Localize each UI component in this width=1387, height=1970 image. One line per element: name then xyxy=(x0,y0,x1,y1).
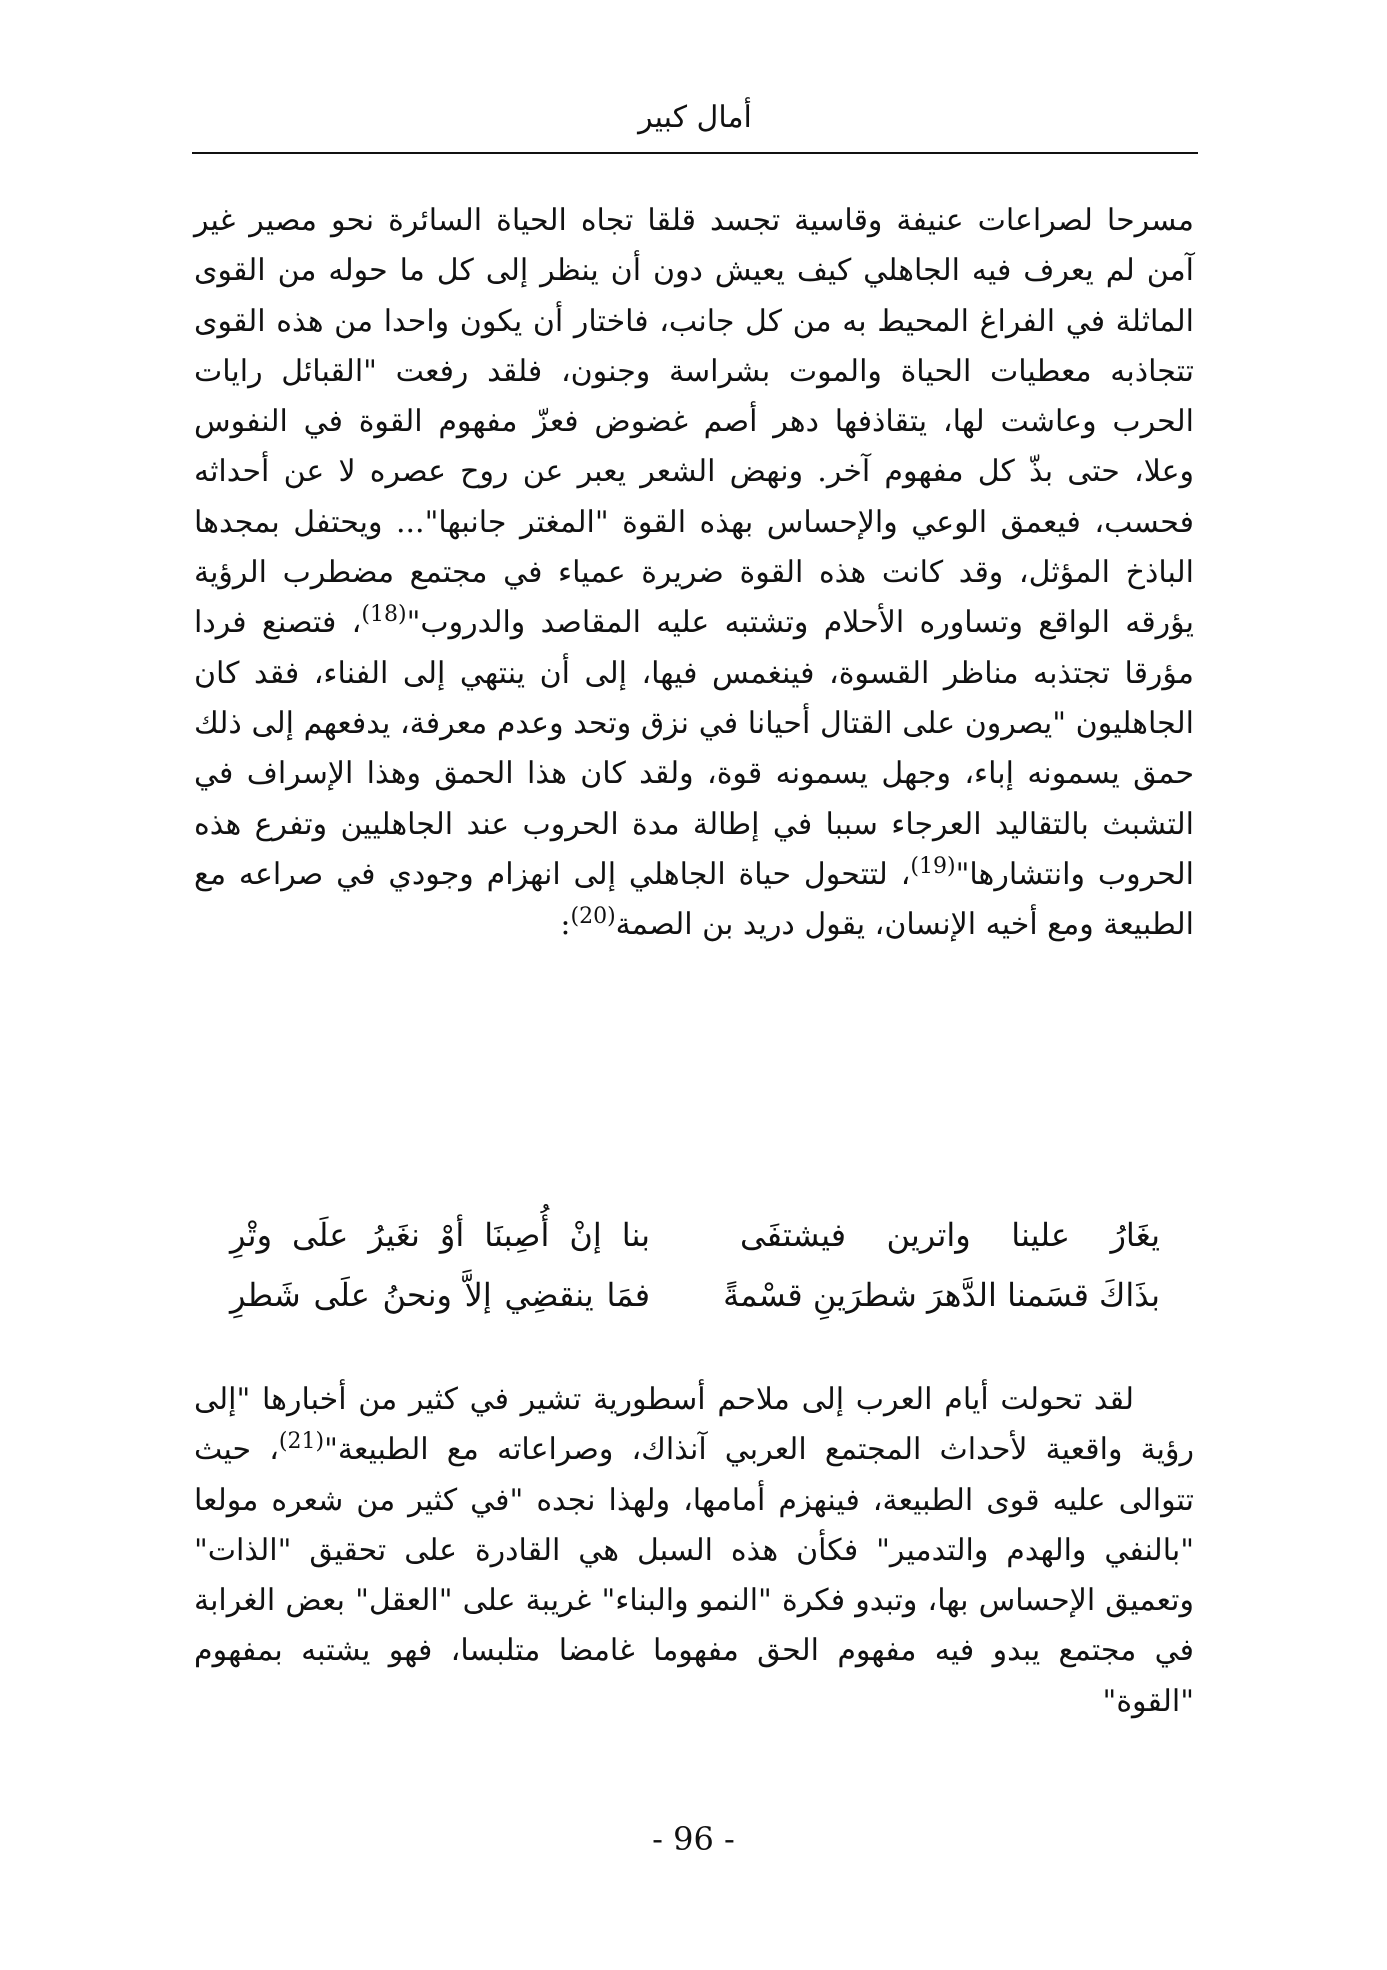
verse-2-second-hemistich: فمَا ينقضِي إلاَّ ونحنُ علَى شَطرِ xyxy=(230,1276,650,1314)
paragraph-1 xyxy=(194,196,1194,950)
paragraph-1-segment-1: مسرحا لصراعات عنيفة وقاسية تجسد قلقا تجاه الحياة السائرة نحو مصير غير آمن لم يعرف فيه الجاهلي كيف يعيش دون أن ينظر إلى كل ما حوله من القوى الماثلة في الفراغ المحيط به من كل جانب، فاختار أن يكون واحدا من هذه القوى تتجاذبه معطيات الحياة والموت بشراسة وجنون، فلقد رفعت "القبائل رايات الحرب وعاشت لها، يتقاذفها دهر أصم غضوض فعزّ مفهوم القوة في النفوس وعلا، حتى بذّ كل مفهوم آخر. ونهض الشعر يعبر عن روح عصره لا عن أحداثه فحسب، فيعمق الوعي والإحساس بهذه القوة "المغتر جانبها"... ويحتفل بمجدها الباذخ المؤثل، وقد كانت هذه القوة ضريرة عمياء في مجتمع مضطرب الرؤية يؤرقه الواقع وتساوره الأحلام وتشتبه عليه المقاصد والدروب" xyxy=(194,203,1194,641)
page-number: - 96 - xyxy=(652,1820,735,1858)
poem-verse-1 xyxy=(230,1205,1160,1265)
footnote-ref-18: (18) xyxy=(361,602,407,628)
footnote-ref-19: (19) xyxy=(910,853,956,879)
running-header-author: أمال كبير xyxy=(638,100,752,135)
verse-1-first-hemistich: يغَارُ علينا واترين فيشتفَى xyxy=(740,1216,1160,1254)
poem-verse-2 xyxy=(230,1265,1160,1325)
paragraph-2-text xyxy=(194,1375,1194,1727)
paragraph-1-segment-4: : xyxy=(560,907,571,943)
poem xyxy=(230,1205,1160,1325)
footnote-ref-21: (21) xyxy=(278,1429,325,1455)
header-rule xyxy=(192,152,1198,154)
paragraph-1-segment-2: ، فتصنع فردا مؤرقا تجتذبه مناظر القسوة، فينغمس فيها، إلى أن ينتهي إلى الفناء، فقد كان الجاهليون "يصرون على القتال أحيانا في نزق وتحد وعدم معرفة، يدفعهم إلى ذلك حمق يسمونه إباء، وجهل يسمونه قوة، ولقد كان هذا الحمق وهذا الإسراف في التشبث بالتقاليد العرجاء سببا في إطالة مدة الحروب عند الجاهليين وتفرع هذه الحروب وانتشارها" xyxy=(194,605,1194,892)
footnote-ref-20: (20) xyxy=(570,904,616,930)
verse-2-first-hemistich: بذَاكَ قسَمنا الدَّهرَ شطرَينِ قسْمةً xyxy=(723,1276,1160,1314)
verse-1-second-hemistich: بنا إنْ أُصِبنَا أوْ نغَيرُ علَى وتْرِ xyxy=(230,1216,650,1254)
paragraph-2-segment-1: لقد تحولت أيام العرب إلى ملاحم أسطورية تشير في كثير من أخبارها "إلى رؤية واقعية لأحداث المجتمع العربي آنذاك، وصراعاته مع الطبيعة" xyxy=(194,1382,1194,1468)
paragraph-2-segment-2: ، حيث تتوالى عليه قوى الطبيعة، فينهزم أمامها، ولهذا نجده "في كثير من شعره مولعا "بالنفي والهدم والتدمير" فكأن هذه السبل هي القادرة على تحقيق "الذات" وتعميق الإحساس بها، وتبدو فكرة "النمو والبناء" غريبة على "العقل" بعض الغرابة في مجتمع يبدو فيه مفهوم الحق مفهوما غامضا متلبسا، فهو يشتبه بمفهوم "القوة" xyxy=(194,1432,1194,1719)
paragraph-2 xyxy=(194,1375,1194,1727)
paragraph-1-text xyxy=(194,196,1194,950)
paragraph-1-segment-3: ، لتتحول حياة الجاهلي إلى انهزام وجودي في صراعه مع الطبيعة ومع أخيه الإنسان، يقول دريد بن الصمة xyxy=(194,856,1194,943)
